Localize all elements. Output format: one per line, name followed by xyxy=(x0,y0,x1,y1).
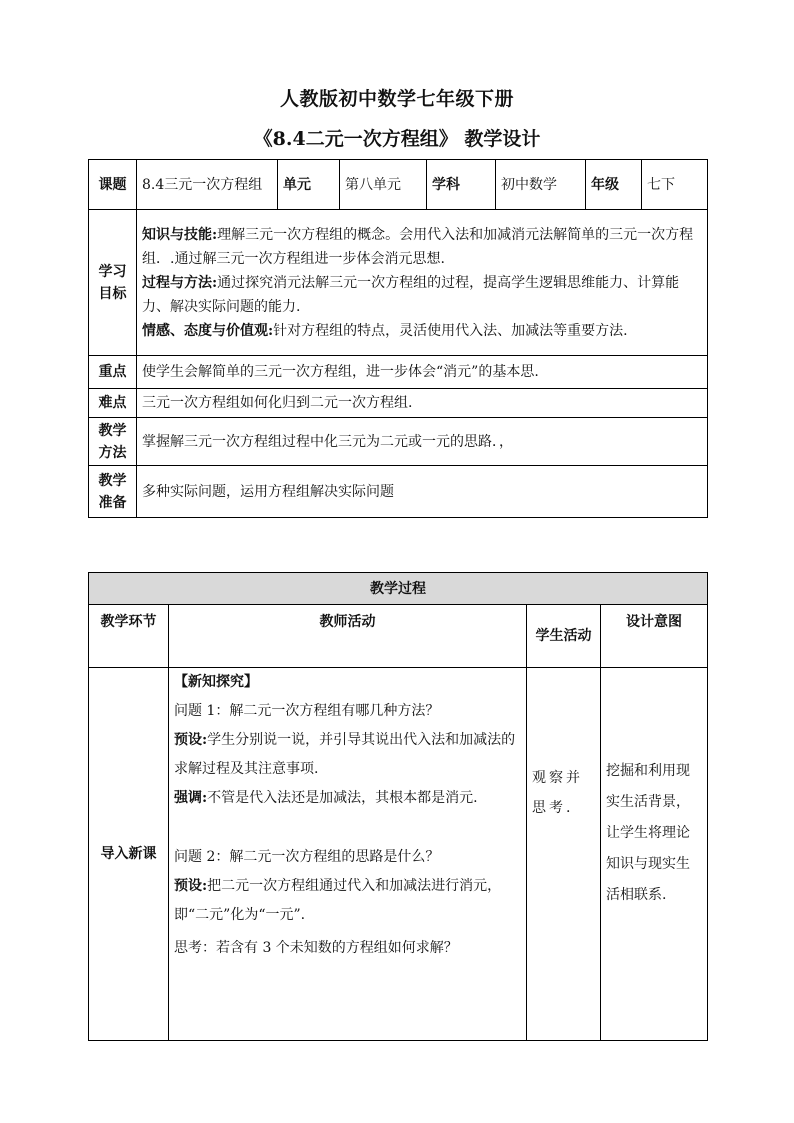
info-table xyxy=(88,159,708,518)
unit-label: 单元 xyxy=(278,160,340,210)
preparation-label: 教学准备 xyxy=(89,466,137,518)
question-2-preset: 预设:把二元一次方程组通过代入和加减法进行消元，即“二元”化为“一元”. xyxy=(174,878,502,923)
course-label: 课题 xyxy=(89,160,137,210)
question-1-preset: 预设:学生分别说一说，并引导其说出代入法和加减法的求解过程及其注意事项. xyxy=(174,732,516,777)
teacher-activity xyxy=(169,668,527,1041)
question-1-emphasis: 强调:不管是代入法还是加减法，其根本都是消元. xyxy=(174,790,478,806)
question-2: 问题 2：解二元一次方程组的思路是什么？ xyxy=(174,849,440,865)
course-value: 8.4三元一次方程组 xyxy=(137,160,278,210)
method-value: 掌握解三元一次方程组过程中化三元为二元或一元的思路．， xyxy=(137,418,708,466)
difficulty-value: 三元一次方程组如何化归到二元一次方程组. xyxy=(137,389,708,418)
goals-label: 学习目标 xyxy=(89,210,137,356)
difficulty-label: 难点 xyxy=(89,389,137,418)
subject-label: 学科 xyxy=(427,160,496,210)
subject-value: 初中数学 xyxy=(496,160,586,210)
goal-knowledge: 知识与技能:理解三元一次方程组的概念。会用代入法和加减消元法解简单的三元一次方程组．.通过解三元一次方程组进一步体会消元思想. xyxy=(142,226,694,267)
col-header-intent: 设计意图 xyxy=(601,605,708,668)
grade-label: 年级 xyxy=(586,160,642,210)
design-intent: 挖掘和利用现实生活背景，让学生将理论知识与现实生活相联系. xyxy=(601,668,708,1041)
goal-attitude: 情感、态度与价值观:针对方程组的特点，灵活使用代入法、加减法等重要方法. xyxy=(142,322,628,339)
process-table xyxy=(88,572,708,1041)
process-caption: 教学过程 xyxy=(89,573,708,605)
col-header-stage: 教学环节 xyxy=(89,605,169,668)
key-point-label: 重点 xyxy=(89,356,137,389)
goal-process: 过程与方法:通过探究消元法解三元一次方程组的过程，提高学生逻辑思维能力、计算能力、解决实际问题的能力. xyxy=(142,274,680,315)
question-1: 问题 1：解二元一次方程组有哪几种方法？ xyxy=(174,703,440,719)
col-header-student: 学生活动 xyxy=(527,605,601,668)
document-title: 人教版初中数学七年级下册 xyxy=(279,88,514,110)
section-tag: 【新知探究】 xyxy=(174,674,258,690)
student-activity: 观察并思考. xyxy=(527,668,601,1041)
think-question: 思考：若含有 3 个未知数的方程组如何求解？ xyxy=(174,940,458,956)
method-label: 教学方法 xyxy=(89,418,137,466)
preparation-value: 多种实际问题，运用方程组解决实际问题 xyxy=(137,466,708,518)
key-point-value: 使学生会解简单的三元一次方程组，进一步体会“消元”的基本思. xyxy=(137,356,708,389)
grade-value: 七下 xyxy=(642,160,708,210)
goals-cell xyxy=(137,210,708,356)
stage-name: 导入新课 xyxy=(89,668,169,1041)
unit-value: 第八单元 xyxy=(340,160,427,210)
col-header-teacher: 教师活动 xyxy=(169,605,527,668)
document-subtitle: 《8.4二元一次方程组》 教学设计 xyxy=(253,128,541,150)
